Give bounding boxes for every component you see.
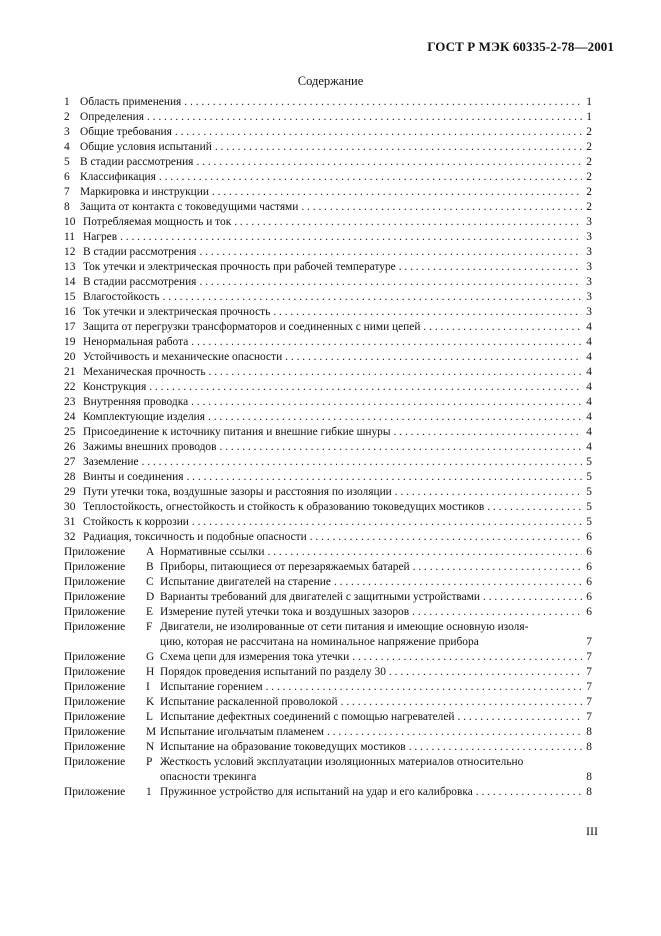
toc-entry-page: 4 xyxy=(586,381,592,393)
appendix-entry[interactable] xyxy=(64,590,592,605)
toc-entry-page: 3 xyxy=(586,276,592,288)
standard-header: ГОСТ Р МЭК 60335-2-78—2001 xyxy=(427,39,614,54)
dot-leader xyxy=(420,320,582,335)
toc-entry[interactable] xyxy=(64,95,592,110)
toc-entry-page: 3 xyxy=(586,306,592,318)
appendix-letter: K xyxy=(146,696,155,708)
appendix-label: Приложение xyxy=(64,726,126,738)
appendix-entry[interactable] xyxy=(64,620,592,650)
dot-leader xyxy=(193,155,582,170)
toc-entry-page: 4 xyxy=(586,396,592,408)
toc-entry-page: 2 xyxy=(586,201,592,213)
dot-leader xyxy=(331,575,582,590)
toc-entry-title: Конструкция xyxy=(83,381,147,393)
appendix-entry[interactable] xyxy=(64,545,592,560)
toc-entry-number: 20 xyxy=(64,351,76,363)
appendix-title: Испытание игольчатым пламенем xyxy=(160,726,324,738)
appendix-label: Приложение xyxy=(64,546,126,558)
toc-entry[interactable] xyxy=(64,170,592,185)
toc-entry-number: 24 xyxy=(64,411,76,423)
toc-entry-number: 13 xyxy=(64,261,76,273)
appendix-page: 7 xyxy=(586,636,592,648)
appendix-letter: B xyxy=(146,561,154,573)
appendix-title-continued: опасности трекинга xyxy=(160,771,257,783)
toc-entry[interactable] xyxy=(64,125,592,140)
toc-entry-number: 27 xyxy=(64,456,76,468)
dot-leader xyxy=(144,110,582,125)
dot-leader xyxy=(117,230,582,245)
appendix-page: 6 xyxy=(586,606,592,618)
toc-entry-page: 2 xyxy=(586,156,592,168)
toc-entry-title: Определения xyxy=(80,111,144,123)
dot-leader xyxy=(263,680,582,695)
appendix-title: Нормативные ссылки xyxy=(160,546,265,558)
toc-entry-page: 5 xyxy=(586,456,592,468)
toc-entry[interactable] xyxy=(64,260,592,275)
dot-leader xyxy=(181,95,582,110)
toc-entry-number: 23 xyxy=(64,396,76,408)
toc-entry[interactable] xyxy=(64,200,592,215)
toc-entry[interactable] xyxy=(64,485,592,500)
appendix-letter: F xyxy=(146,621,153,633)
dot-leader xyxy=(406,740,582,755)
appendix-label: Приложение xyxy=(64,756,126,768)
appendix-letter: M xyxy=(146,726,157,738)
dot-leader xyxy=(139,455,582,470)
toc-entry-page: 2 xyxy=(586,171,592,183)
appendix-label: Приложение xyxy=(64,651,126,663)
toc-entry[interactable] xyxy=(64,500,592,515)
toc-entry-number: 29 xyxy=(64,486,76,498)
toc-entry[interactable] xyxy=(64,530,592,545)
toc-entry-number: 7 xyxy=(64,186,70,198)
appendix-letter: E xyxy=(146,606,153,618)
toc-entry[interactable] xyxy=(64,320,592,335)
appendix-title-continued: цию, которая не рассчитана на номинальное напряжение прибора xyxy=(160,636,479,648)
toc-entry[interactable] xyxy=(64,455,592,470)
dot-leader xyxy=(392,485,582,500)
toc-entry[interactable] xyxy=(64,230,592,245)
appendix-title: Испытание двигателей на старение xyxy=(160,576,331,588)
toc-entry-title: Радиация, токсичность и подобные опасности xyxy=(83,531,307,543)
dot-leader xyxy=(160,290,582,305)
dot-leader xyxy=(349,650,582,665)
toc-entry-number: 1 xyxy=(64,96,70,108)
toc-entry-title: Общие условия испытаний xyxy=(80,141,212,153)
appendix-entry[interactable] xyxy=(64,665,592,680)
toc-entry-page: 3 xyxy=(586,261,592,273)
appendix-page: 7 xyxy=(586,681,592,693)
toc-entry-title: Ток утечки и электрическая прочность xyxy=(83,306,271,318)
toc-entry-number: 2 xyxy=(64,111,70,123)
appendix-page: 6 xyxy=(586,561,592,573)
toc-entry-number: 25 xyxy=(64,426,76,438)
toc-entry-title: Ненормальная работа xyxy=(83,336,189,348)
toc-entry[interactable] xyxy=(64,425,592,440)
toc-entry[interactable] xyxy=(64,140,592,155)
toc-entry-title: Ток утечки и электрическая прочность при рабочей температуре xyxy=(83,261,396,273)
toc-entry-page: 3 xyxy=(586,216,592,228)
toc-entry-title: Теплостойкость, огнестойкость и стойкость к образованию токоведущих мостиков xyxy=(83,501,485,513)
appendix-page: 7 xyxy=(586,666,592,678)
dot-leader xyxy=(172,125,582,140)
toc-entry[interactable] xyxy=(64,440,592,455)
dot-leader xyxy=(212,140,582,155)
appendix-title: Жесткость условий эксплуатации изоляционных материалов относительно xyxy=(160,756,524,768)
toc-entry[interactable] xyxy=(64,245,592,260)
toc-entry-page: 5 xyxy=(586,501,592,513)
toc-entry-title: В стадии рассмотрения xyxy=(83,246,197,258)
appendix-page: 7 xyxy=(586,651,592,663)
dot-leader xyxy=(455,710,583,725)
toc-entry-title: Внутренняя проводка xyxy=(83,396,189,408)
toc-entry-number: 21 xyxy=(64,366,76,378)
toc-entry-page: 4 xyxy=(586,351,592,363)
toc-entry-title: Присоединение к источнику питания и внешние гибкие шнуры xyxy=(83,426,391,438)
dot-leader xyxy=(206,365,582,380)
toc-entry-title: Винты и соединения xyxy=(83,471,184,483)
toc-entry-title: Зажимы внешних проводов xyxy=(83,441,217,453)
appendix-letter: H xyxy=(146,666,155,678)
appendix-entry[interactable] xyxy=(64,695,592,710)
dot-leader xyxy=(188,395,582,410)
toc-entry-page: 3 xyxy=(586,291,592,303)
appendix-title: Приборы, питающиеся от перезаряжаемых батарей xyxy=(160,561,410,573)
dot-leader xyxy=(231,215,582,230)
appendix-entry[interactable] xyxy=(64,710,592,725)
dot-leader xyxy=(146,380,582,395)
appendix-label: Приложение xyxy=(64,621,126,633)
toc-entry-title: Защита от контакта с токоведущими частями xyxy=(80,201,299,213)
appendix-letter: L xyxy=(146,711,153,723)
appendix-entry[interactable] xyxy=(64,560,592,575)
toc-entry-page: 4 xyxy=(586,336,592,348)
appendix-title: Измерение путей утечки тока и воздушных зазоров xyxy=(160,606,410,618)
dot-leader xyxy=(217,440,583,455)
toc-entry-title: Механическая прочность xyxy=(83,366,206,378)
dot-leader xyxy=(270,305,582,320)
toc-entry[interactable] xyxy=(64,110,592,125)
dot-leader xyxy=(298,200,582,215)
toc-entry[interactable] xyxy=(64,305,592,320)
dot-leader xyxy=(473,785,582,800)
toc-entry-title: Устойчивость и механические опасности xyxy=(83,351,283,363)
toc-entry-title: Общие требования xyxy=(80,126,172,138)
dot-leader xyxy=(409,605,582,620)
appendix-title: Варианты требований для двигателей с защитными устройствами xyxy=(160,591,481,603)
toc-entry-page: 4 xyxy=(586,366,592,378)
toc-entry-number: 5 xyxy=(64,156,70,168)
dot-leader xyxy=(396,260,582,275)
toc-entry[interactable] xyxy=(64,395,592,410)
toc-entry-number: 14 xyxy=(64,276,76,288)
toc-entry-number: 10 xyxy=(64,216,76,228)
dot-leader xyxy=(484,500,582,515)
appendix-entry[interactable] xyxy=(64,755,592,785)
appendix-label: Приложение xyxy=(64,786,126,798)
appendix-letter: N xyxy=(146,741,155,753)
toc-entry[interactable] xyxy=(64,350,592,365)
appendix-entry[interactable] xyxy=(64,605,592,620)
appendix-letter: D xyxy=(146,591,155,603)
toc-entry-page: 1 xyxy=(586,111,592,123)
appendix-page: 6 xyxy=(586,546,592,558)
toc-entry-page: 4 xyxy=(586,411,592,423)
appendix-title: Испытание горением xyxy=(160,681,263,693)
toc-entry-page: 1 xyxy=(586,96,592,108)
appendix-label: Приложение xyxy=(64,606,126,618)
toc-entry-title: Классификация xyxy=(80,171,156,183)
toc-entry-title: Область применения xyxy=(80,96,182,108)
page-number: III xyxy=(586,824,598,838)
toc-entry-number: 8 xyxy=(64,201,70,213)
toc-entry-page: 5 xyxy=(586,516,592,528)
appendix-page: 7 xyxy=(586,711,592,723)
toc-entry-number: 17 xyxy=(64,321,76,333)
toc-entry-page: 6 xyxy=(586,531,592,543)
dot-leader xyxy=(156,170,582,185)
dot-leader xyxy=(410,560,582,575)
toc-entry-number: 3 xyxy=(64,126,70,138)
toc-entry-page: 4 xyxy=(586,426,592,438)
dot-leader xyxy=(188,335,582,350)
appendix-page: 8 xyxy=(586,726,592,738)
toc-entry-number: 28 xyxy=(64,471,76,483)
appendix-page: 6 xyxy=(586,576,592,588)
toc-entry-page: 2 xyxy=(586,126,592,138)
toc-entry-page: 3 xyxy=(586,231,592,243)
dot-leader xyxy=(386,665,582,680)
toc-entry-title: Влагостойкость xyxy=(83,291,160,303)
appendix-page: 8 xyxy=(586,786,592,798)
toc-entry-number: 16 xyxy=(64,306,76,318)
appendix-title: Испытание дефектных соединений с помощью нагревателей xyxy=(160,711,455,723)
dot-leader xyxy=(205,410,582,425)
toc-entry-number: 26 xyxy=(64,441,76,453)
toc-entry-number: 31 xyxy=(64,516,76,528)
toc-entry-title: В стадии рассмотрения xyxy=(80,156,194,168)
toc-entry-title: Комплектующие изделия xyxy=(83,411,205,423)
toc-entry-title: Маркировка и инструкции xyxy=(80,186,209,198)
table-of-contents xyxy=(64,95,592,800)
dot-leader xyxy=(196,275,582,290)
appendix-entry[interactable] xyxy=(64,740,592,755)
appendix-letter: C xyxy=(146,576,154,588)
toc-entry-title: Защита от перегрузки трансформаторов и соединенных с ними цепей xyxy=(83,321,421,333)
toc-title: Содержание xyxy=(297,74,364,88)
appendix-letter: A xyxy=(146,546,155,558)
toc-entry-number: 19 xyxy=(64,336,76,348)
toc-entry-number: 30 xyxy=(64,501,76,513)
dot-leader xyxy=(391,425,582,440)
appendix-letter: 1 xyxy=(146,786,152,798)
toc-entry-page: 2 xyxy=(586,186,592,198)
toc-entry-page: 2 xyxy=(586,141,592,153)
toc-entry[interactable] xyxy=(64,410,592,425)
appendix-entry[interactable] xyxy=(64,650,592,665)
dot-leader xyxy=(307,530,582,545)
toc-entry-title: Потребляемая мощность и ток xyxy=(83,216,232,228)
toc-entry-number: 32 xyxy=(64,531,76,543)
toc-entry[interactable] xyxy=(64,380,592,395)
toc-entry-number: 11 xyxy=(64,231,75,243)
toc-entry[interactable] xyxy=(64,290,592,305)
toc-entry-number: 12 xyxy=(64,246,76,258)
dot-leader xyxy=(338,695,582,710)
appendix-page: 7 xyxy=(586,696,592,708)
dot-leader xyxy=(209,185,582,200)
appendix-label: Приложение xyxy=(64,591,126,603)
toc-entry-number: 4 xyxy=(64,141,70,153)
toc-entry[interactable] xyxy=(64,185,592,200)
toc-entry-number: 6 xyxy=(64,171,70,183)
dot-leader xyxy=(189,515,582,530)
appendix-letter: I xyxy=(146,681,150,693)
dot-leader xyxy=(282,350,582,365)
toc-entry-number: 22 xyxy=(64,381,76,393)
toc-entry[interactable] xyxy=(64,275,592,290)
appendix-entry[interactable] xyxy=(64,785,592,800)
appendix-title: Схема цепи для измерения тока утечки xyxy=(160,651,350,663)
appendix-entry[interactable] xyxy=(64,725,592,740)
appendix-label: Приложение xyxy=(64,741,126,753)
dot-leader xyxy=(324,725,582,740)
toc-entry[interactable] xyxy=(64,335,592,350)
appendix-title: Испытание на образование токоведущих мостиков xyxy=(160,741,406,753)
appendix-page: 6 xyxy=(586,591,592,603)
appendix-letter: G xyxy=(146,651,155,663)
appendix-page: 8 xyxy=(586,741,592,753)
dot-leader xyxy=(183,470,582,485)
toc-entry-page: 5 xyxy=(586,486,592,498)
appendix-label: Приложение xyxy=(64,696,126,708)
toc-entry-page: 3 xyxy=(586,246,592,258)
appendix-page: 8 xyxy=(586,771,592,783)
toc-entry[interactable] xyxy=(64,470,592,485)
toc-entry[interactable] xyxy=(64,515,592,530)
appendix-title: Пружинное устройство для испытаний на удар и его калибровка xyxy=(160,786,473,798)
appendix-label: Приложение xyxy=(64,561,126,573)
dot-leader xyxy=(265,545,582,560)
toc-entry-title: В стадии рассмотрения xyxy=(83,276,197,288)
toc-entry[interactable] xyxy=(64,365,592,380)
appendix-title: Двигатели, не изолированные от сети питания и имеющие основную изоля- xyxy=(160,621,529,633)
appendix-title: Порядок проведения испытаний по разделу 30 xyxy=(160,666,386,678)
appendix-letter: P xyxy=(146,756,153,768)
appendix-label: Приложение xyxy=(64,681,126,693)
dot-leader xyxy=(480,590,582,605)
appendix-title: Испытание раскаленной проволокой xyxy=(160,696,338,708)
dot-leader xyxy=(196,245,582,260)
appendix-entry[interactable] xyxy=(64,680,592,695)
toc-entry-page: 4 xyxy=(586,321,592,333)
toc-entry[interactable] xyxy=(64,155,592,170)
toc-entry[interactable] xyxy=(64,215,592,230)
toc-entry-title: Пути утечки тока, воздушные зазоры и расстояния по изоляции xyxy=(83,486,392,498)
toc-entry-page: 5 xyxy=(586,471,592,483)
toc-entry-title: Заземление xyxy=(83,456,139,468)
toc-entry-title: Нагрев xyxy=(83,231,118,243)
appendix-label: Приложение xyxy=(64,666,126,678)
appendix-label: Приложение xyxy=(64,576,126,588)
appendix-entry[interactable] xyxy=(64,575,592,590)
appendix-label: Приложение xyxy=(64,711,126,723)
toc-entry-page: 4 xyxy=(586,441,592,453)
toc-entry-title: Стойкость к коррозии xyxy=(83,516,189,528)
toc-entry-number: 15 xyxy=(64,291,76,303)
